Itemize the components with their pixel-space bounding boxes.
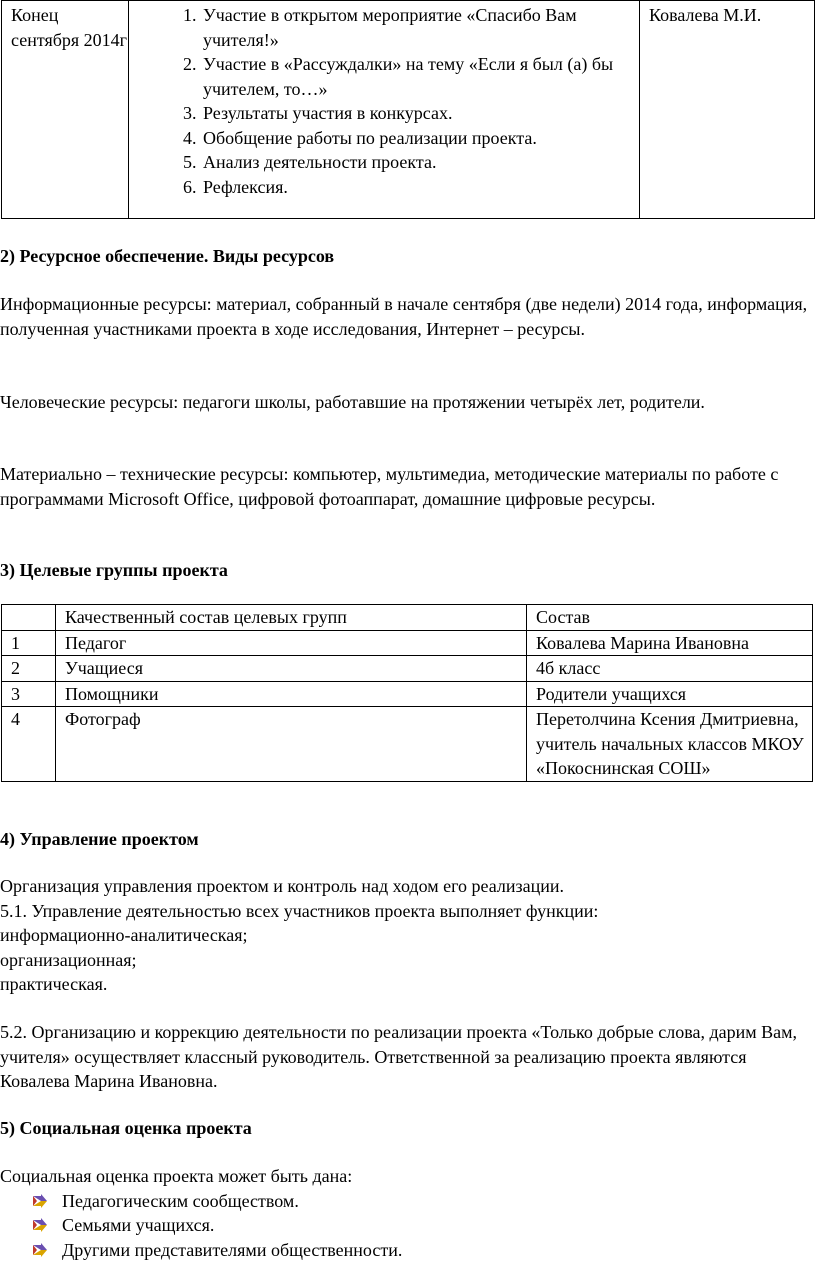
list-item: 2. Участие в «Рассуждалки» на тему «Если я был (а) бы учителем, то…» [201, 52, 635, 101]
list-item: 3. Результаты участия в конкурсах. [201, 101, 635, 126]
table-row [2, 681, 813, 707]
management-line: организационная; [0, 948, 812, 973]
schedule-items-list [129, 3, 635, 199]
management-heading-block [0, 827, 812, 852]
management-para2-block [0, 1020, 812, 1094]
table-header-cell [2, 605, 56, 631]
management-para2: 5.2. Организацию и коррекцию деятельности по реализации проекта «Только добрые слова, дарим Вам, учителя» осуществляет классный руководитель. Ответственной за реализацию проекта являются Ковалева Марина Ивановна. [0, 1020, 812, 1094]
social-intro: Социальная оценка проекта может быть дана: [0, 1164, 812, 1189]
groups-heading-block [0, 558, 812, 583]
section-heading-management: 4) Управление проектом [0, 827, 812, 852]
social-bullet-text: Другими представителями общественности. [62, 1240, 402, 1260]
table-header-row [2, 605, 813, 631]
table-cell: 4 [2, 707, 56, 782]
table-cell: Ковалева Марина Ивановна [527, 630, 813, 656]
arrow-bullet-icon [32, 1218, 48, 1232]
schedule-table [1, 0, 815, 219]
schedule-date: Конец сентября 2014г [11, 5, 127, 50]
table-row [2, 1, 815, 219]
management-lines-block [0, 874, 812, 997]
list-item: 4. Обобщение работы по реализации проекта. [201, 126, 635, 151]
table-cell: Учащиеся [56, 656, 527, 682]
list-item [62, 1189, 812, 1214]
resources-human-block [0, 390, 812, 415]
social-bullet-list [0, 1189, 812, 1262]
section-heading-social: 5) Социальная оценка проекта [0, 1116, 812, 1141]
management-line: практическая. [0, 972, 812, 997]
table-cell: 3 [2, 681, 56, 707]
arrow-bullet-icon [32, 1194, 48, 1208]
arrow-bullet-icon [32, 1243, 48, 1257]
table-cell: 1 [2, 630, 56, 656]
resources-material: Материально – технические ресурсы: компьютер, мультимедиа, методические материалы по работе с программами Microsoft Office, цифровой фотоаппарат, домашние цифровые ресурсы. [0, 462, 812, 511]
resources-human: Человеческие ресурсы: педагоги школы, работавшие на протяжении четырёх лет, родители. [0, 390, 812, 415]
list-item [62, 1238, 812, 1262]
table-header-cell: Состав [527, 605, 813, 631]
schedule-responsible-cell [640, 1, 815, 219]
management-line: информационно-аналитическая; [0, 923, 812, 948]
table-cell: Перетолчина Ксения Дмитриевна, учитель начальных классов МКОУ «Покоснинская СОШ» [527, 707, 813, 782]
list-item: 5. Анализ деятельности проекта. [201, 150, 635, 175]
groups-table [1, 604, 813, 782]
list-item: 6. Рефлексия. [201, 175, 635, 200]
section-heading-resources: 2) Ресурсное обеспечение. Виды ресурсов [0, 244, 812, 269]
resources-info-block [0, 292, 812, 341]
management-line: Организация управления проектом и контроль над ходом его реализации. [0, 874, 812, 899]
list-item: 1. Участие в открытом мероприятие «Спасибо Вам учителя!» [201, 3, 635, 52]
resources-material-block [0, 462, 812, 511]
section-heading-groups: 3) Целевые группы проекта [0, 558, 812, 583]
table-header-cell: Качественный состав целевых групп [56, 605, 527, 631]
table-cell: 2 [2, 656, 56, 682]
schedule-responsible: Ковалева М.И. [649, 5, 761, 25]
table-row [2, 707, 813, 782]
management-line: 5.1. Управление деятельностью всех участников проекта выполняет функции: [0, 899, 812, 924]
schedule-items-cell [129, 1, 640, 219]
table-cell: 4б класс [527, 656, 813, 682]
list-item [62, 1213, 812, 1238]
resources-section [0, 244, 812, 269]
resources-info: Информационные ресурсы: материал, собранный в начале сентября (две недели) 2014 года, информация, полученная участниками проекта в ходе исследования, Интернет – ресурсы. [0, 292, 812, 341]
table-row [2, 656, 813, 682]
table-cell: Фотограф [56, 707, 527, 782]
table-cell: Педагог [56, 630, 527, 656]
schedule-date-cell [2, 1, 129, 219]
social-bullet-text: Семьями учащихся. [62, 1215, 214, 1235]
social-bullet-text: Педагогическим сообществом. [62, 1191, 299, 1211]
social-heading-block [0, 1116, 812, 1141]
table-row [2, 630, 813, 656]
social-block [0, 1164, 812, 1262]
table-cell: Родители учащихся [527, 681, 813, 707]
table-cell: Помощники [56, 681, 527, 707]
